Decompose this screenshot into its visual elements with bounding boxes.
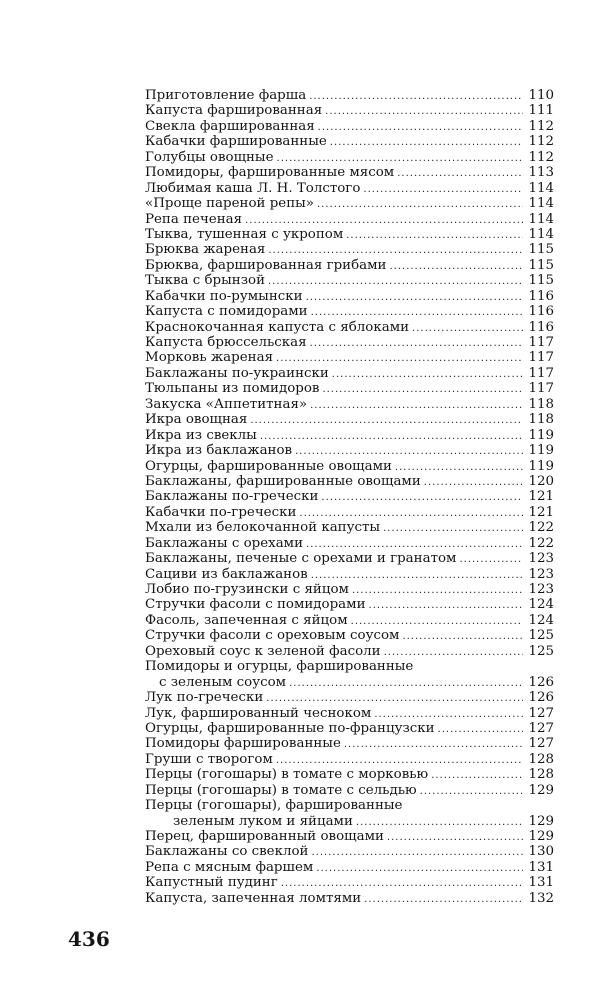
toc-entry-title: Тюльпаны из помидоров: [145, 381, 320, 397]
toc-entry-title: Капуста с помидорами: [145, 304, 308, 320]
toc-entry-title: Брюква, фаршированная грибами: [145, 257, 387, 273]
toc-entry-title: Сациви из баклажанов: [145, 566, 308, 582]
toc-entry: [145, 829, 554, 844]
toc-line: [145, 891, 554, 906]
toc-entry-page: 132: [528, 890, 554, 906]
toc-entry-page: 115: [528, 273, 554, 289]
toc-line: [145, 150, 554, 165]
dot-leader: [369, 598, 523, 613]
toc-line: [145, 536, 554, 551]
toc-line: [145, 644, 554, 659]
toc-entry-page: 116: [528, 288, 554, 304]
toc-entry: [145, 474, 554, 489]
toc-entry: [145, 783, 554, 798]
toc-entry-page: 123: [528, 566, 554, 582]
dot-leader: [245, 213, 523, 228]
toc-entry-title: с зеленым соусом: [159, 674, 287, 690]
toc-entry-title: Лук по-гречески: [145, 690, 264, 706]
toc-entry-page: 123: [528, 582, 554, 597]
toc-entry-title: Мхали из белокочанной капусты: [145, 520, 381, 536]
toc-entry-title: Морковь жареная: [145, 350, 274, 366]
toc-entry-title: Капуста, запеченная ломтями: [145, 890, 362, 906]
dot-leader: [344, 737, 523, 752]
dot-leader: [295, 444, 523, 459]
toc-entry-page: 127: [528, 720, 554, 736]
toc-entry-title: Свекла фаршированная: [145, 118, 315, 134]
toc-entry: [145, 597, 554, 612]
toc-entry-title: «Проще пареной репы»: [145, 196, 314, 212]
toc-line: [145, 459, 554, 474]
toc-entry-title: Лобио по-грузински с яйцом: [145, 582, 349, 597]
dot-leader: [306, 537, 523, 552]
toc-entry-title: Перец, фаршированный овощами: [145, 829, 384, 845]
toc-entry-title: Репа с мясным фаршем: [145, 859, 314, 875]
toc-entry-page: 110: [528, 88, 554, 103]
dot-leader: [268, 243, 523, 258]
toc-entry: [145, 397, 554, 412]
toc-entry-title: Тыква, тушенная с укропом: [145, 226, 344, 242]
toc-line: [145, 289, 554, 304]
toc-entry-title: Брюква жареная: [145, 242, 266, 258]
toc-entry: [145, 103, 554, 118]
toc-line: [145, 675, 554, 690]
toc-line: [145, 134, 554, 149]
toc-entry-title: Приготовление фарша: [145, 88, 307, 103]
toc-entry-page: 114: [528, 226, 554, 242]
toc-entry-title: Репа печеная: [145, 211, 243, 227]
toc-entry-page: 121: [528, 489, 554, 505]
toc-entry-title: Кабачки по-гречески: [145, 504, 297, 520]
toc-entry-title: Икра овощная: [145, 412, 248, 428]
dot-leader: [431, 768, 523, 783]
toc-entry: [145, 798, 554, 829]
toc-line: [145, 103, 554, 118]
toc-entry-page: 125: [528, 643, 554, 659]
toc-entry: [145, 644, 554, 659]
toc-entry: [145, 582, 554, 597]
dot-leader: [306, 290, 523, 305]
toc-entry-page: 112: [528, 134, 554, 150]
toc-entry-title: Огурцы, фаршированные по-французски: [145, 720, 435, 736]
toc-entry-page: 116: [528, 304, 554, 320]
toc-entry-page: 131: [528, 859, 554, 875]
toc-line: [145, 798, 554, 813]
dot-leader: [389, 259, 523, 274]
toc-entry-title: Кабачки по-румынски: [145, 288, 303, 304]
dot-leader: [363, 182, 523, 197]
toc-entry: [145, 567, 554, 582]
toc-line: [145, 875, 554, 890]
toc-entry: [145, 242, 554, 257]
toc-entry-page: 125: [528, 628, 554, 644]
toc-entry: [145, 891, 554, 906]
dot-leader: [281, 876, 523, 891]
toc-entry: [145, 273, 554, 288]
dot-leader: [356, 815, 523, 830]
toc-entry-page: 130: [528, 844, 554, 860]
toc-entry-page: 122: [528, 520, 554, 536]
toc-entry-title: Ореховый соус к зеленой фасоли: [145, 643, 381, 659]
dot-leader: [412, 321, 523, 336]
toc-line: [145, 273, 554, 288]
toc-line: [145, 196, 554, 211]
dot-leader: [311, 845, 523, 860]
toc-entry-page: 128: [528, 767, 554, 783]
dot-leader: [311, 305, 523, 320]
toc-line: [145, 212, 554, 227]
toc-entry-page: 118: [528, 396, 554, 412]
dot-leader: [310, 336, 523, 351]
toc-entry: [145, 489, 554, 504]
toc-line: [145, 736, 554, 751]
dot-leader: [346, 228, 523, 243]
dot-leader: [317, 197, 523, 212]
toc-entry: [145, 212, 554, 227]
toc-entry: [145, 227, 554, 242]
toc-entry-page: 124: [528, 612, 554, 628]
toc-entry-title: Груши с творогом: [145, 751, 273, 767]
toc-entry: [145, 628, 554, 643]
dot-leader: [250, 413, 523, 428]
toc-entry-page: 116: [528, 319, 554, 335]
toc-entry-page: 129: [528, 829, 554, 845]
toc-entry-page: 117: [528, 381, 554, 397]
dot-leader: [266, 691, 523, 706]
dot-leader: [318, 120, 523, 135]
toc-line: [145, 397, 554, 412]
toc-entry: [145, 505, 554, 520]
toc-entry: [145, 150, 554, 165]
toc-line: [145, 613, 554, 628]
toc-line: [145, 474, 554, 489]
dot-leader: [352, 583, 523, 598]
toc-entry-page: 117: [528, 365, 554, 381]
dot-leader: [268, 274, 523, 289]
toc-line: [145, 582, 554, 597]
dot-leader: [332, 367, 523, 382]
dot-leader: [311, 568, 523, 583]
toc-entry: [145, 350, 554, 365]
toc-entry-page: 129: [528, 782, 554, 798]
toc-entry-page: 119: [528, 458, 554, 474]
dot-leader: [387, 830, 523, 845]
toc-entry: [145, 119, 554, 134]
dot-leader: [330, 135, 523, 150]
toc-entry-title: Голубцы овощные: [145, 149, 274, 165]
toc-entry-page: 115: [528, 242, 554, 258]
toc-entry-title: Помидоры, фаршированные мясом: [145, 165, 395, 181]
toc-entry: [145, 196, 554, 211]
toc-entry-title: Баклажаны, фаршированные овощами: [145, 473, 421, 489]
toc-entry-page: 118: [528, 412, 554, 428]
toc-line: [145, 814, 554, 829]
toc-entry-title: Помидоры и огурцы, фаршированные: [145, 659, 414, 675]
toc-entry-title: Икра из свеклы: [145, 427, 257, 443]
toc-entry: [145, 289, 554, 304]
toc-entry-title: зеленым луком и яйцами: [173, 813, 353, 829]
toc-entry-title: Баклажаны, печеные с орехами и гранатом: [145, 551, 457, 567]
toc-entry-title: Перцы (гогошары) в томате с морковью: [145, 767, 429, 783]
toc-entry: [145, 258, 554, 273]
toc-entry-title: Капуста брюссельская: [145, 335, 307, 350]
toc-entry-page: 126: [528, 674, 554, 690]
dot-leader: [364, 892, 523, 907]
toc-line: [145, 520, 554, 535]
dot-leader: [276, 351, 523, 366]
toc-line: [145, 628, 554, 643]
dot-leader: [260, 429, 523, 444]
toc-entry-title: Икра из баклажанов: [145, 443, 293, 459]
table-of-contents: [145, 88, 554, 906]
toc-entry-title: Капустный пудинг: [145, 875, 278, 891]
toc-line: [145, 721, 554, 736]
toc-entry: [145, 304, 554, 319]
toc-entry-title: Краснокочанная капуста с яблоками: [145, 319, 410, 335]
toc-entry: [145, 459, 554, 474]
toc-line: [145, 767, 554, 782]
toc-line: [145, 551, 554, 566]
toc-entry-title: Любимая каша Л. Н. Толстого: [145, 180, 361, 196]
dot-leader: [321, 490, 523, 505]
toc-entry-title: Капуста фаршированная: [145, 103, 323, 119]
toc-entry-title: Баклажаны по-украински: [145, 365, 329, 381]
toc-line: [145, 505, 554, 520]
dot-leader: [424, 475, 523, 490]
toc-entry: [145, 366, 554, 381]
toc-line: [145, 242, 554, 257]
dot-leader: [277, 151, 523, 166]
toc-entry-title: Помидоры фаршированные: [145, 736, 341, 752]
toc-entry: [145, 860, 554, 875]
toc-entry: [145, 613, 554, 628]
toc-entry: [145, 134, 554, 149]
toc-line: [145, 690, 554, 705]
dot-leader: [397, 166, 523, 181]
toc-entry: [145, 428, 554, 443]
toc-line: [145, 119, 554, 134]
toc-entry: [145, 335, 554, 350]
toc-entry: [145, 736, 554, 751]
toc-entry-title: Баклажаны со свеклой: [145, 844, 309, 860]
dot-leader: [438, 722, 523, 737]
page-number: 436: [68, 927, 110, 951]
toc-line: [145, 320, 554, 335]
toc-line: [145, 381, 554, 396]
toc-line: [145, 783, 554, 798]
toc-line: [145, 659, 554, 674]
toc-line: [145, 752, 554, 767]
dot-leader: [374, 707, 523, 722]
dot-leader: [276, 753, 523, 768]
dot-leader: [316, 861, 523, 876]
toc-entry-page: 117: [528, 350, 554, 366]
toc-entry: [145, 381, 554, 396]
dot-leader: [459, 552, 523, 567]
toc-entry-title: Тыква с брынзой: [145, 273, 265, 289]
toc-entry: [145, 721, 554, 736]
toc-entry-title: Закуска «Аппетитная»: [145, 396, 308, 412]
toc-entry: [145, 181, 554, 196]
toc-line: [145, 350, 554, 365]
toc-line: [145, 860, 554, 875]
toc-line: [145, 88, 554, 103]
toc-entry-page: 119: [528, 443, 554, 459]
toc-entry: [145, 690, 554, 705]
toc-line: [145, 304, 554, 319]
toc-entry-page: 113: [528, 165, 554, 181]
toc-line: [145, 412, 554, 427]
toc-entry: [145, 443, 554, 458]
toc-line: [145, 227, 554, 242]
toc-entry-page: 114: [528, 196, 554, 212]
toc-line: [145, 489, 554, 504]
toc-entry-title: Стручки фасоли с помидорами: [145, 597, 366, 613]
dot-leader: [322, 382, 523, 397]
toc-entry-title: Стручки фасоли с ореховым соусом: [145, 628, 400, 644]
toc-entry: [145, 412, 554, 427]
toc-entry-page: 123: [528, 551, 554, 567]
toc-entry: [145, 875, 554, 890]
toc-entry-title: Перцы (гогошары) в томате с сельдью: [145, 782, 417, 798]
toc-entry: [145, 165, 554, 180]
toc-entry: [145, 752, 554, 767]
toc-entry-title: Огурцы, фаршированные овощами: [145, 458, 392, 474]
toc-entry-page: 114: [528, 211, 554, 227]
toc-line: [145, 597, 554, 612]
toc-entry: [145, 536, 554, 551]
toc-entry-page: 122: [528, 535, 554, 551]
dot-leader: [420, 784, 523, 799]
toc-entry-page: 112: [528, 118, 554, 134]
dot-leader: [384, 645, 523, 660]
dot-leader: [299, 506, 523, 521]
toc-entry-title: Кабачки фаршированные: [145, 134, 327, 150]
toc-line: [145, 335, 554, 350]
toc-line: [145, 428, 554, 443]
toc-entry-page: 131: [528, 875, 554, 891]
toc-line: [145, 567, 554, 582]
toc-entry-page: 114: [528, 180, 554, 196]
toc-entry-page: 111: [528, 103, 554, 119]
toc-line: [145, 706, 554, 721]
dot-leader: [309, 89, 523, 104]
toc-line: [145, 181, 554, 196]
toc-line: [145, 165, 554, 180]
dot-leader: [325, 104, 523, 119]
toc-entry: [145, 88, 554, 103]
toc-entry: [145, 551, 554, 566]
toc-entry: [145, 659, 554, 690]
toc-entry: [145, 706, 554, 721]
toc-line: [145, 366, 554, 381]
dot-leader: [310, 398, 523, 413]
toc-entry-page: 119: [528, 427, 554, 443]
toc-entry-page: 124: [528, 597, 554, 613]
toc-line: [145, 443, 554, 458]
dot-leader: [402, 629, 523, 644]
toc-entry-title: Баклажаны с орехами: [145, 535, 304, 551]
dot-leader: [351, 614, 523, 629]
toc-entry-page: 112: [528, 149, 554, 165]
toc-entry-page: 115: [528, 257, 554, 273]
toc-entry: [145, 844, 554, 859]
toc-line: [145, 844, 554, 859]
toc-entry: [145, 320, 554, 335]
toc-entry-title: Перцы (гогошары), фаршированные: [145, 798, 403, 814]
toc-entry-page: 121: [528, 504, 554, 520]
toc-line: [145, 829, 554, 844]
toc-entry-page: 117: [528, 335, 554, 350]
toc-line: [145, 258, 554, 273]
dot-leader: [289, 676, 523, 691]
toc-entry-title: Лук, фаршированный чесноком: [145, 705, 372, 721]
dot-leader: [395, 460, 523, 475]
toc-entry-title: Фасоль, запеченная с яйцом: [145, 612, 348, 628]
toc-entry-page: 127: [528, 736, 554, 752]
toc-entry-page: 129: [528, 813, 554, 829]
toc-entry: [145, 520, 554, 535]
toc-entry-page: 127: [528, 705, 554, 721]
toc-entry-page: 126: [528, 690, 554, 706]
toc-entry-page: 128: [528, 751, 554, 767]
toc-entry-page: 120: [528, 473, 554, 489]
dot-leader: [383, 521, 523, 536]
toc-entry-title: Баклажаны по-гречески: [145, 489, 319, 505]
toc-entry: [145, 767, 554, 782]
